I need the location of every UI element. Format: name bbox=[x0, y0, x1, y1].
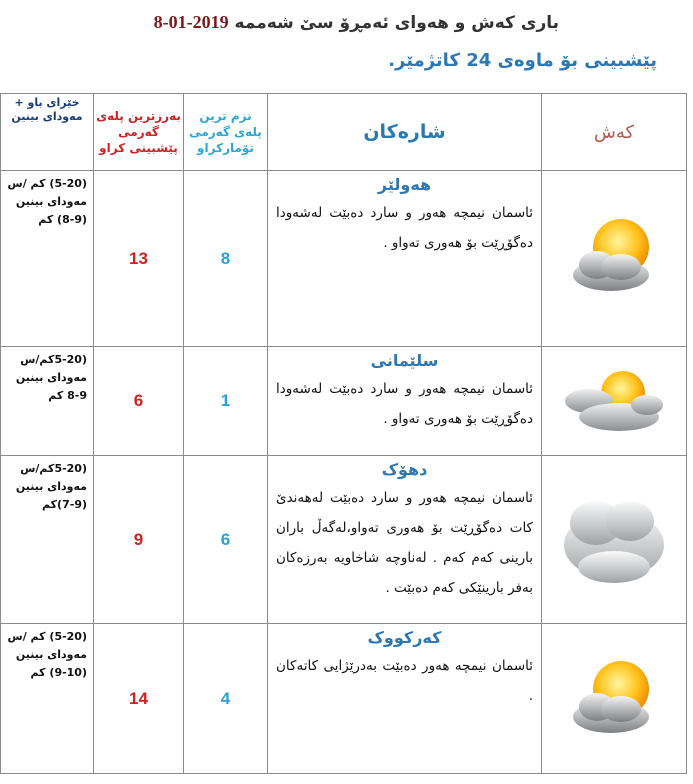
visibility-value: (7-9)کم bbox=[42, 498, 87, 511]
wind-visibility-cell bbox=[1, 456, 94, 624]
visibility-label: مەودای بینین bbox=[15, 195, 87, 208]
page-subtitle: پێشبینی بۆ ماوەی 24 کاتژمێر. bbox=[388, 50, 657, 71]
sun-behind-cloud-icon bbox=[559, 361, 669, 441]
table-header-row bbox=[1, 94, 687, 171]
title-date: 2019-01-8 bbox=[153, 12, 229, 32]
weather-description: ئاسمان نیمچە هەور دەبێت بەدرێژایی کاتەکان . bbox=[276, 658, 533, 704]
weather-icon-cell bbox=[542, 624, 687, 774]
max-temp: 14 bbox=[94, 624, 184, 774]
wind-speed: (5-20) کم /س bbox=[7, 630, 87, 643]
city-description-cell bbox=[268, 456, 542, 624]
table-row bbox=[1, 171, 687, 347]
weather-description: ئاسمان نیمچە هەور و سارد دەبێت لەشەودا دەگۆڕێت بۆ هەوری تەواو . bbox=[276, 381, 533, 427]
min-temp: 6 bbox=[184, 456, 268, 624]
weather-icon-cell bbox=[542, 347, 687, 456]
city-name: هەولێر bbox=[377, 175, 432, 194]
column-header-wind-visibility: خێرای باو + مەودای بینین bbox=[1, 94, 94, 171]
min-temp: 8 bbox=[184, 171, 268, 347]
table-row bbox=[1, 456, 687, 624]
city-name: دهۆک bbox=[381, 460, 428, 479]
visibility-label: مەودای بینین bbox=[15, 648, 87, 661]
city-description-cell bbox=[268, 171, 542, 347]
weather-icon-cell bbox=[542, 456, 687, 624]
cloud-icon bbox=[556, 485, 672, 595]
sun-cloud-icon bbox=[559, 649, 669, 749]
visibility-value: 8-9 کم bbox=[48, 389, 87, 402]
wind-speed: (5-20) کم /س bbox=[7, 177, 87, 190]
table-row bbox=[1, 624, 687, 774]
column-header-weather: کەش bbox=[542, 94, 687, 171]
sun-cloud-icon bbox=[559, 209, 669, 309]
city-description-cell bbox=[268, 624, 542, 774]
wind-visibility-cell bbox=[1, 347, 94, 456]
min-temp: 1 bbox=[184, 347, 268, 456]
wind-speed: (5-20کم/س bbox=[20, 462, 87, 475]
weather-description: ئاسمان نیمچە هەور و سارد دەبێت لەشەودا دەگۆڕێت بۆ هەوری تەواو . bbox=[276, 205, 533, 251]
page-title bbox=[150, 12, 559, 33]
table-row bbox=[1, 347, 687, 456]
column-header-min-temp: نزم ترین پلەی گەرمی تۆمارکراو bbox=[184, 94, 268, 171]
wind-visibility-cell bbox=[1, 171, 94, 347]
weather-description: ئاسمان نیمچە هەور و سارد دەبێت لەهەندێ کات دەگۆڕێت بۆ هەوری تەواو،لەگەڵ باران بارینی کەم کەم . لەناوچە شاخاویە بەرزەکان بەفر بارینێکی کەم دەبێت . bbox=[276, 490, 533, 596]
max-temp: 6 bbox=[94, 347, 184, 456]
visibility-value: (9-10) کم bbox=[30, 666, 87, 679]
min-temp: 4 bbox=[184, 624, 268, 774]
wind-visibility-cell bbox=[1, 624, 94, 774]
city-description-cell bbox=[268, 347, 542, 456]
visibility-label: مەودای بینین bbox=[15, 371, 87, 384]
title-text: باری کەش و هەوای ئەمڕۆ سێ شەممە bbox=[234, 13, 559, 33]
wind-speed: (5-20کم/س bbox=[20, 353, 87, 366]
max-temp: 13 bbox=[94, 171, 184, 347]
visibility-label: مەودای بینین bbox=[15, 480, 87, 493]
column-header-city: شارەکان bbox=[268, 94, 542, 171]
weather-icon-cell bbox=[542, 171, 687, 347]
column-header-max-temp: بەرزترین پلەی گەرمی پێشبینی کراو bbox=[94, 94, 184, 171]
city-name: کەرکووک bbox=[367, 628, 442, 647]
city-name: سلێمانی bbox=[370, 351, 439, 370]
visibility-value: (8-9) کم bbox=[38, 213, 87, 226]
forecast-table bbox=[0, 93, 687, 774]
max-temp: 9 bbox=[94, 456, 184, 624]
